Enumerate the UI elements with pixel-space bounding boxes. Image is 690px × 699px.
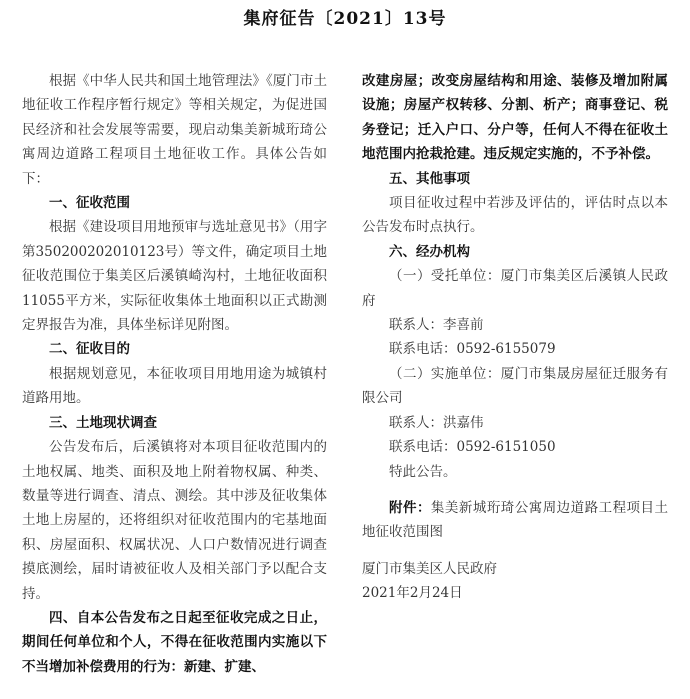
section-1-body: 根据《建设项目用地预审与选址意见书》（用字第350200202010123号）等文件，确定项目土地征收范围位于集美区后溪镇崎沟村，土地征收面积11055平方米，实际征收集体土地面积以正式勘测定界报告为准，具体坐标详见附图。 (22, 219, 327, 334)
attachment-label: 附件： (389, 499, 431, 516)
section-2-heading: 二、征收目的 (49, 341, 130, 358)
closing-statement: 特此公告。 (389, 463, 457, 480)
section-3-body: 公告发布后，后溪镇将对本项目征收范围内的土地权属、地类、面积及地上附着物权属、种类、数量等进行调查、清点、测绘。其中涉及征收集体土地上房屋的，还将组织对征收范围内的宅基地面积、房屋面积、权属状况、人口户数情况进行调查摸底测绘，届时请被征收人及相关部门予以配合支持。 (22, 439, 327, 602)
signer: 厦门市集美区人民政府 (362, 560, 497, 577)
contact-1-name: 联系人：李喜前 (389, 317, 484, 334)
section-6-heading: 六、经办机构 (389, 243, 470, 260)
document-number: 集府征告〔2021〕13号 (243, 9, 447, 29)
section-4-continued: 改建房屋；改变房屋结构和用途、装修及增加附属设施；房屋产权转移、分割、析产；商事登记、税务登记；迁入户口、分户等，任何人不得在征收土地范围内抢栽抢建。违反规定实施的，不予补偿。 (362, 73, 668, 163)
spacer (362, 484, 668, 496)
contact-2-phone: 联系电话：0592-6151050 (389, 439, 556, 456)
spacer (362, 545, 668, 557)
contact-2-name: 联系人：洪嘉伟 (389, 414, 484, 431)
signature-date: 2021年2月24日 (362, 585, 463, 602)
right-column (362, 69, 668, 606)
section-4-bold-text: 四、自本公告发布之日起至征收完成之日止，期间任何单位和个人，不得在征收范围内实施以下不当增加补偿费用的行为：新建、扩建、 (22, 609, 327, 675)
section-1-heading: 一、征收范围 (49, 195, 130, 212)
section-5-body: 项目征收过程中若涉及评估的，评估时点以本公告发布时点执行。 (362, 195, 668, 236)
contact-1-phone: 联系电话：0592-6155079 (389, 341, 556, 358)
agency-1: （一）受托单位：厦门市集美区后溪镇人民政府 (362, 268, 668, 309)
attachment-text: 集美新城珩琦公寓周边道路工程项目土地征收范围图 (362, 499, 669, 541)
left-column (22, 69, 327, 679)
agency-2: （二）实施单位：厦门市集晟房屋征迁服务有限公司 (362, 365, 668, 407)
section-5-heading: 五、其他事项 (389, 170, 470, 187)
intro-paragraph: 根据《中华人民共和国土地管理法》《厦门市土地征收工作程序暂行规定》等相关规定，为促进国民经济和社会发展等需要，现启动集美新城珩琦公寓周边道路工程项目土地征收工作。具体公告如下： (22, 73, 327, 187)
attachment-note (362, 496, 668, 545)
section-3-heading: 三、土地现状调查 (49, 414, 157, 431)
section-2-body: 根据规划意见，本征收项目用地用途为城镇村道路用地。 (22, 365, 327, 407)
